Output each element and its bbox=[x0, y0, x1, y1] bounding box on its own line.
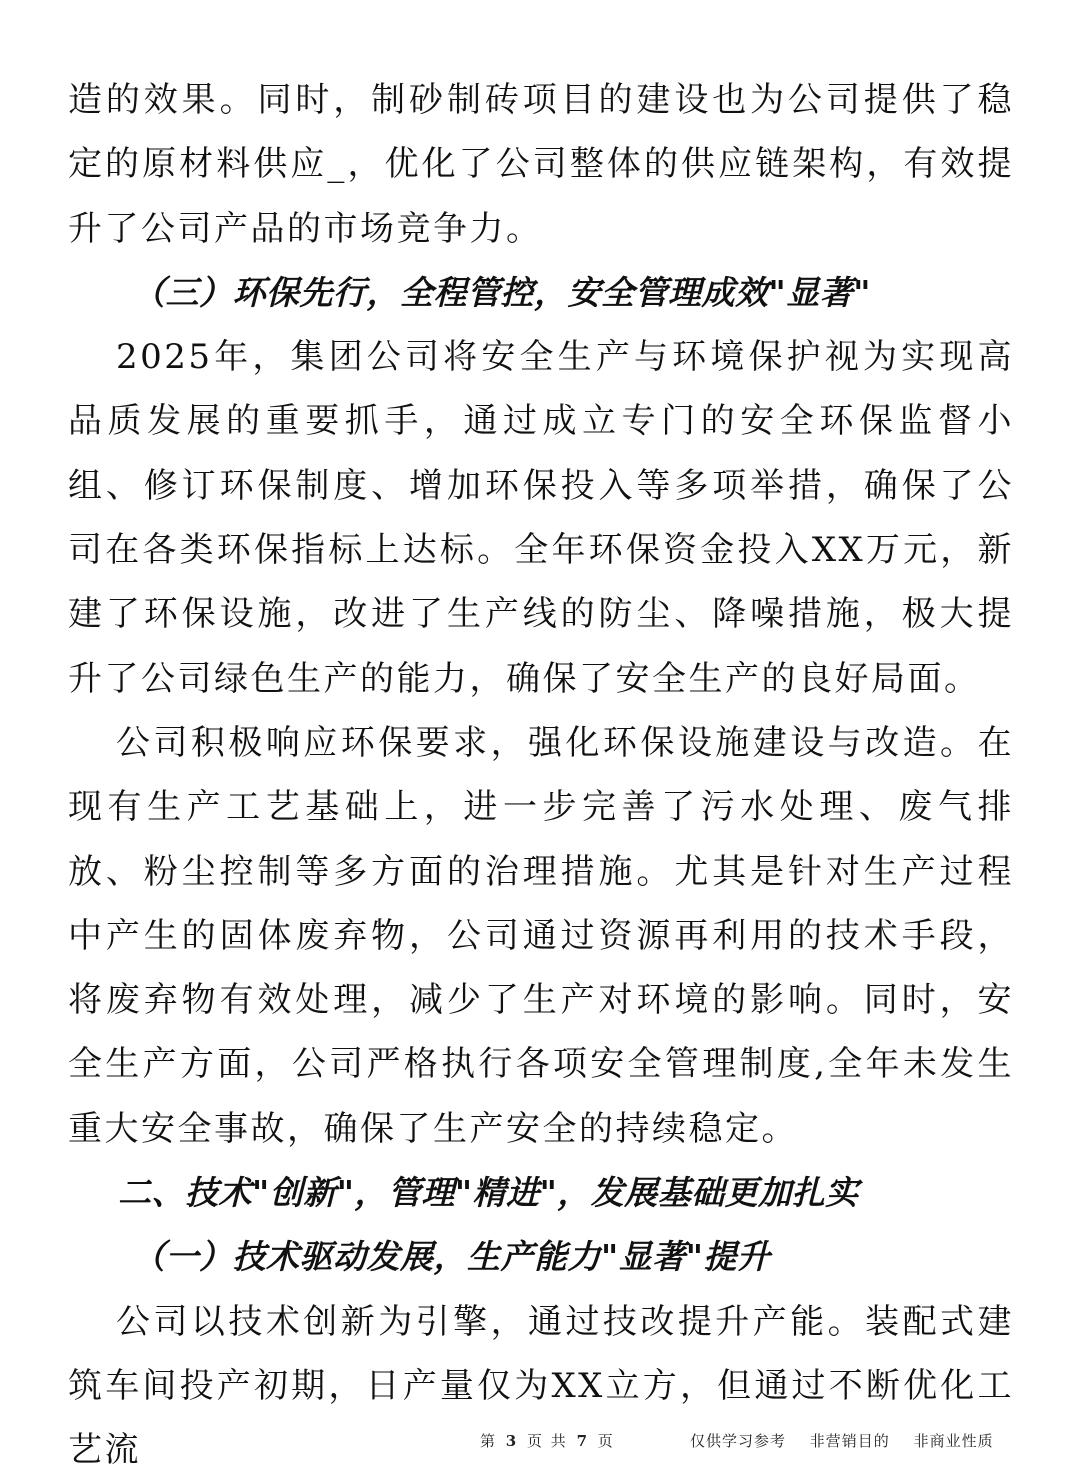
disclaimer-study: 仅供学习参考 bbox=[690, 1432, 787, 1450]
page-footer bbox=[0, 1430, 1080, 1454]
paragraph-environment: 2025年，集团公司将安全生产与环境保护视为实现高品质发展的重要抓手，通过成立专门的安全环保监督小组、修订环保制度、增加环保投入等多项举措，确保了公司在各类环保指标上达标。全年环保资金投入XX万元，新建了环保设施，改进了生产线的防尘、降噪措施，极大提升了公司绿色生产的能力，确保了安全生产的良好局面。 bbox=[68, 337, 1014, 699]
document-page bbox=[68, 68, 1014, 1483]
disclaimer-non-marketing: 非营销目的 bbox=[809, 1432, 890, 1450]
paragraph-technology: 公司以技术创新为引擎，通过技改提升产能。装配式建筑车间投产初期，日产量仅为XX立方，但通过不断优化工艺流 bbox=[68, 1301, 1014, 1471]
page-suffix: 页 bbox=[597, 1432, 615, 1450]
footer-disclaimer bbox=[690, 1430, 994, 1451]
section-heading-3: （三）环保先行，全程管控，安全管理成效"显著" bbox=[132, 272, 871, 312]
page-number bbox=[480, 1430, 615, 1451]
page-current: 3 bbox=[505, 1432, 519, 1450]
page-middle: 页 共 bbox=[527, 1432, 568, 1450]
page-prefix: 第 bbox=[480, 1432, 498, 1450]
paragraph-safety: 公司积极响应环保要求，强化环保设施建设与改造。在现有生产工艺基础上，进一步完善了污水处理、废气排放、粉尘控制等多方面的治理措施。尤其是针对生产过程中产生的固体废弃物，公司通过资源再利用的技术手段，将废弃物有效处理，减少了生产对环境的影响。同时，安全生产方面，公司严格执行各项安全管理制度,全年未发生重大安全事故，确保了生产安全的持续稳定。 bbox=[68, 722, 1014, 1149]
chapter-heading-2: 二、技术"创新"，管理"精进"，发展基础更加扎实 bbox=[118, 1173, 859, 1213]
section-heading-1: （一）技术驱动发展，生产能力"显著"提升 bbox=[132, 1237, 771, 1277]
page-total: 7 bbox=[576, 1432, 590, 1450]
paragraph-continuation: 造的效果。同时，制砂制砖项目的建设也为公司提供了稳定的原材料供应_，优化了公司整体的供应链架构，有效提升了公司产品的市场竞争力。 bbox=[68, 80, 1014, 249]
disclaimer-non-commercial: 非商业性质 bbox=[913, 1432, 994, 1450]
